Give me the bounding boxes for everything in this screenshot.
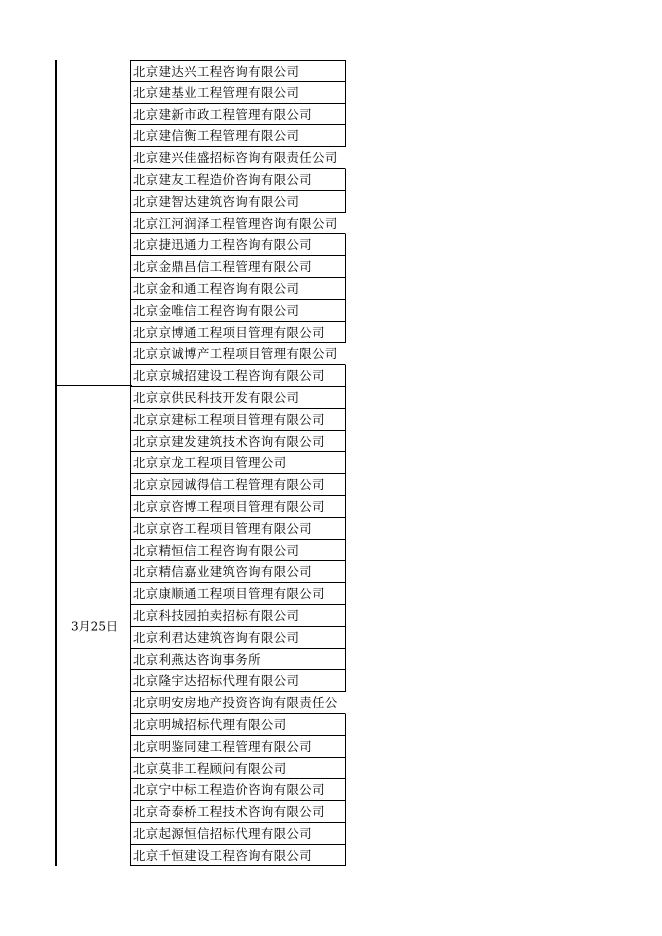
company-cell[interactable]: 北京京建发建筑技术咨询有限公司 [130, 431, 346, 453]
date-group-2 [57, 385, 132, 866]
company-cell[interactable]: 北京京咨工程项目管理有限公司 [130, 518, 346, 540]
company-column [130, 60, 346, 866]
company-cell[interactable]: 北京京龙工程项目管理公司 [130, 452, 346, 474]
date-group-1 [57, 60, 132, 385]
company-cell[interactable]: 北京京供民科技开发有限公司 [130, 387, 346, 409]
company-cell[interactable]: 北京利燕达咨询事务所 [130, 649, 346, 671]
company-cell[interactable]: 北京千恒建设工程咨询有限公司 [130, 845, 346, 867]
company-cell[interactable]: 北京隆宇达招标代理有限公司 [130, 670, 346, 692]
company-cell[interactable]: 北京江河润泽工程管理咨询有限公司 [130, 213, 346, 235]
company-cell[interactable]: 北京京城招建设工程咨询有限公司 [130, 365, 346, 387]
company-cell[interactable]: 北京科技园拍卖招标有限公司 [130, 605, 346, 627]
company-cell[interactable]: 北京明城招标代理有限公司 [130, 714, 346, 736]
company-cell[interactable]: 北京建兴佳盛招标咨询有限责任公司 [130, 147, 346, 169]
company-cell[interactable]: 北京精信嘉业建筑咨询有限公司 [130, 561, 346, 583]
company-cell[interactable]: 北京康顺通工程项目管理有限公司 [130, 583, 346, 605]
date-label: 3月25日 [71, 619, 118, 634]
date-column [55, 60, 132, 866]
company-cell[interactable]: 北京京诚博产工程项目管理有限公司 [130, 343, 346, 365]
company-cell[interactable]: 北京京园诚得信工程管理有限公司 [130, 474, 346, 496]
company-cell[interactable]: 北京京咨博工程项目管理有限公司 [130, 496, 346, 518]
company-cell[interactable]: 北京京博通工程项目管理有限公司 [130, 322, 346, 344]
company-cell[interactable]: 北京奇泰桥工程技术咨询有限公司 [130, 801, 346, 823]
company-cell[interactable]: 北京金鼎昌信工程管理有限公司 [130, 256, 346, 278]
company-cell[interactable]: 北京起源恒信招标代理有限公司 [130, 823, 346, 845]
company-cell[interactable]: 北京建友工程造价咨询有限公司 [130, 169, 346, 191]
company-cell[interactable]: 北京金和通工程咨询有限公司 [130, 278, 346, 300]
company-cell[interactable]: 北京明安房地产投资咨询有限责任公 [130, 692, 346, 714]
company-cell[interactable]: 北京建信衡工程管理有限公司 [130, 125, 346, 147]
company-cell[interactable]: 北京建达兴工程咨询有限公司 [130, 60, 346, 82]
company-cell[interactable]: 北京京建标工程项目管理有限公司 [130, 409, 346, 431]
company-cell[interactable]: 北京明鉴同建工程管理有限公司 [130, 736, 346, 758]
company-cell[interactable]: 北京捷迅通力工程咨询有限公司 [130, 234, 346, 256]
company-cell[interactable]: 北京莫非工程顾问有限公司 [130, 758, 346, 780]
company-cell[interactable]: 北京建新市政工程管理有限公司 [130, 104, 346, 126]
company-cell[interactable]: 北京宁中标工程造价咨询有限公司 [130, 779, 346, 801]
company-cell[interactable]: 北京建智达建筑咨询有限公司 [130, 191, 346, 213]
company-cell[interactable]: 北京精恒信工程咨询有限公司 [130, 540, 346, 562]
company-cell[interactable]: 北京金唯信工程咨询有限公司 [130, 300, 346, 322]
company-cell[interactable]: 北京利君达建筑咨询有限公司 [130, 627, 346, 649]
company-cell[interactable]: 北京建基业工程管理有限公司 [130, 82, 346, 104]
